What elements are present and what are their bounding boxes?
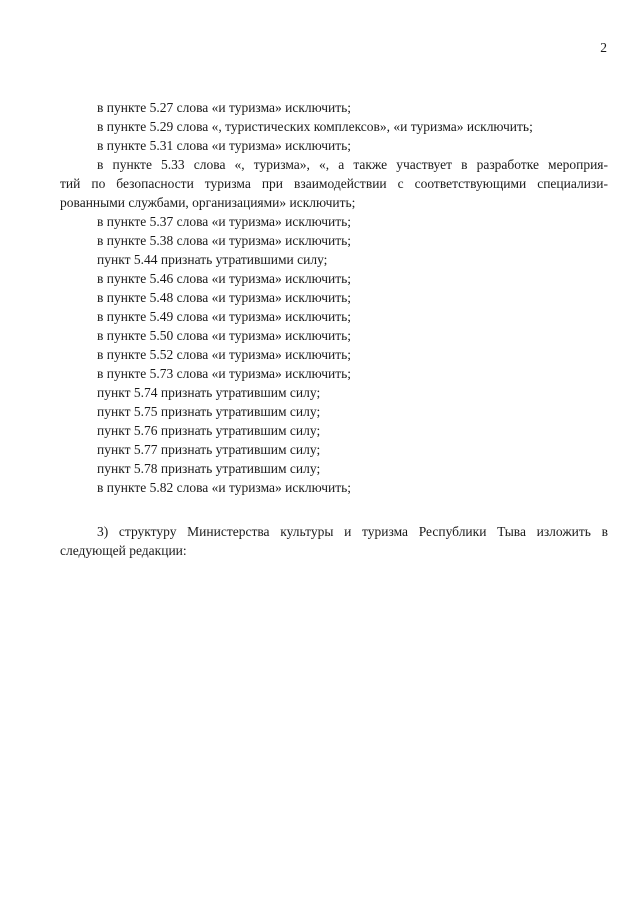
amendment-5-52: в пункте 5.52 слова «и туризма» исключить; xyxy=(97,347,352,362)
amendment-5-74: пункт 5.74 признать утратившим силу; xyxy=(97,385,321,400)
amendment-5-82: в пункте 5.82 слова «и туризма» исключить; xyxy=(97,480,352,495)
amendment-5-29: в пункте 5.29 слова «, туристических комплексов», «и туризма» исключить; xyxy=(97,119,533,134)
amendment-5-76: пункт 5.76 признать утратившим силу; xyxy=(97,423,321,438)
amendment-5-33-line-3: рованными службами, организациями» исключить; xyxy=(60,195,356,210)
amendment-5-50: в пункте 5.50 слова «и туризма» исключить; xyxy=(97,328,352,343)
amendment-5-75: пункт 5.75 признать утратившим силу; xyxy=(97,404,321,419)
amendment-5-37: в пункте 5.37 слова «и туризма» исключить; xyxy=(97,214,352,229)
structure-paragraph-line-2: следующей редакции: xyxy=(60,543,187,558)
document-body xyxy=(60,98,608,560)
amendment-5-33-line-2: тий по безопасности туризма при взаимодействии с соответствующими специализи- xyxy=(60,176,608,191)
amendment-5-44: пункт 5.44 признать утратившими силу; xyxy=(97,252,328,267)
structure-paragraph-line-1: 3) структуру Министерства культуры и туризма Республики Тыва изложить в xyxy=(97,524,608,539)
amendment-5-49: в пункте 5.49 слова «и туризма» исключить; xyxy=(97,309,352,324)
amendment-5-73: в пункте 5.73 слова «и туризма» исключить; xyxy=(97,366,352,381)
amendment-5-77: пункт 5.77 признать утратившим силу; xyxy=(97,442,321,457)
amendment-5-46: в пункте 5.46 слова «и туризма» исключить; xyxy=(97,271,352,286)
amendment-5-31: в пункте 5.31 слова «и туризма» исключить; xyxy=(97,138,352,153)
amendment-5-38: в пункте 5.38 слова «и туризма» исключить; xyxy=(97,233,352,248)
amendment-5-48: в пункте 5.48 слова «и туризма» исключить; xyxy=(97,290,352,305)
amendment-5-33-line-1: в пункте 5.33 слова «, туризма», «, а также участвует в разработке мероприя- xyxy=(97,157,608,172)
amendment-5-27: в пункте 5.27 слова «и туризма» исключить; xyxy=(97,100,352,115)
page-number: 2 xyxy=(600,40,607,55)
paragraph-spacer xyxy=(60,497,608,522)
amendment-5-78: пункт 5.78 признать утратившим силу; xyxy=(97,461,321,476)
